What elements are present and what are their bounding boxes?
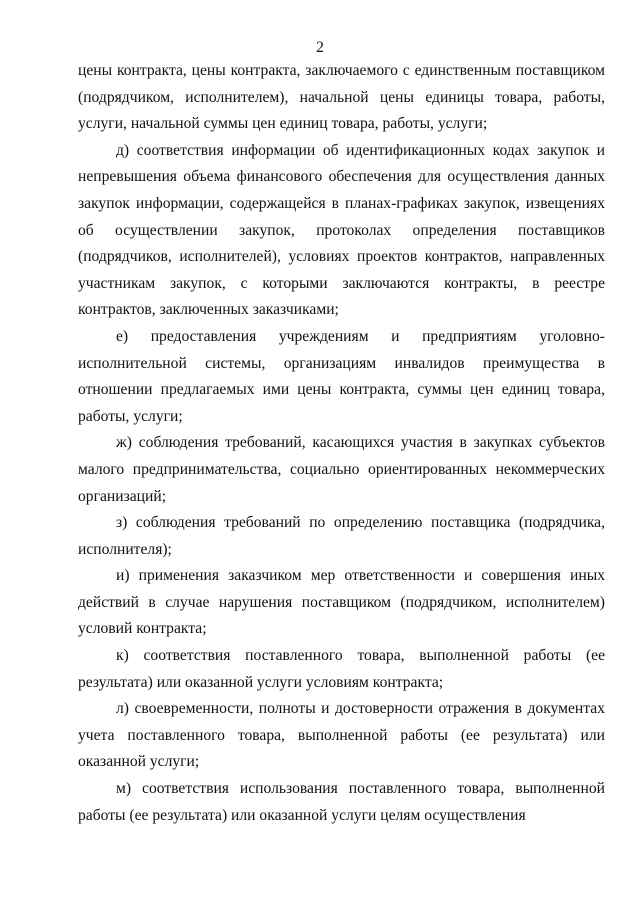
paragraph-d: д) соответствия информации об идентификационных кодах закупок и непревышения объема финансового обеспечения для осуществления данных закупок информации, содержащейся в планах-графиках закупок, извещениях об осуществлении закупок, протоколах определения поставщиков (подрядчиков, исполнителей), условиях проектов контрактов, направленных участникам закупок, с которыми заключаются контракты, в реестре контрактов, заключенных заказчиками; <box>78 141 605 319</box>
paragraph-zh: ж) соблюдения требований, касающихся участия в закупках субъектов малого предпринимательства, социально ориентированных некоммерческих организаций; <box>78 434 605 505</box>
paragraph-continuation: цены контракта, цены контракта, заключаемого с единственным поставщиком (подрядчиком, исполнителем), начальной цены единицы товара, работы, услуги, начальной суммы цен единиц товара, работы, услуги; <box>78 62 605 133</box>
paragraph-k: к) соответствия поставленного товара, выполненной работы (ее результата) или оказанной услуги условиям контракта; <box>78 647 605 691</box>
paragraph-i: и) применения заказчиком мер ответственности и совершения иных действий в случае нарушения поставщиком (подрядчиком, исполнителем) условий контракта; <box>78 567 605 638</box>
document-body <box>78 58 605 829</box>
paragraph-l: л) своевременности, полноты и достоверности отражения в документах учета поставленного товара, выполненной работы (ее результата) или оказанной услуги; <box>78 700 605 771</box>
paragraph-e: е) предоставления учреждениям и предприятиям уголовно-исполнительной системы, организациям инвалидов преимущества в отношении предлагаемых ими цены контракта, суммы цен единиц товара, работы, услуги; <box>78 327 605 425</box>
paragraph-m: м) соответствия использования поставленного товара, выполненной работы (ее результата) или оказанной услуги целям осуществления <box>78 780 605 824</box>
page-number: 2 <box>316 39 324 56</box>
paragraph-z: з) соблюдения требований по определению поставщика (подрядчика, исполнителя); <box>78 514 605 558</box>
